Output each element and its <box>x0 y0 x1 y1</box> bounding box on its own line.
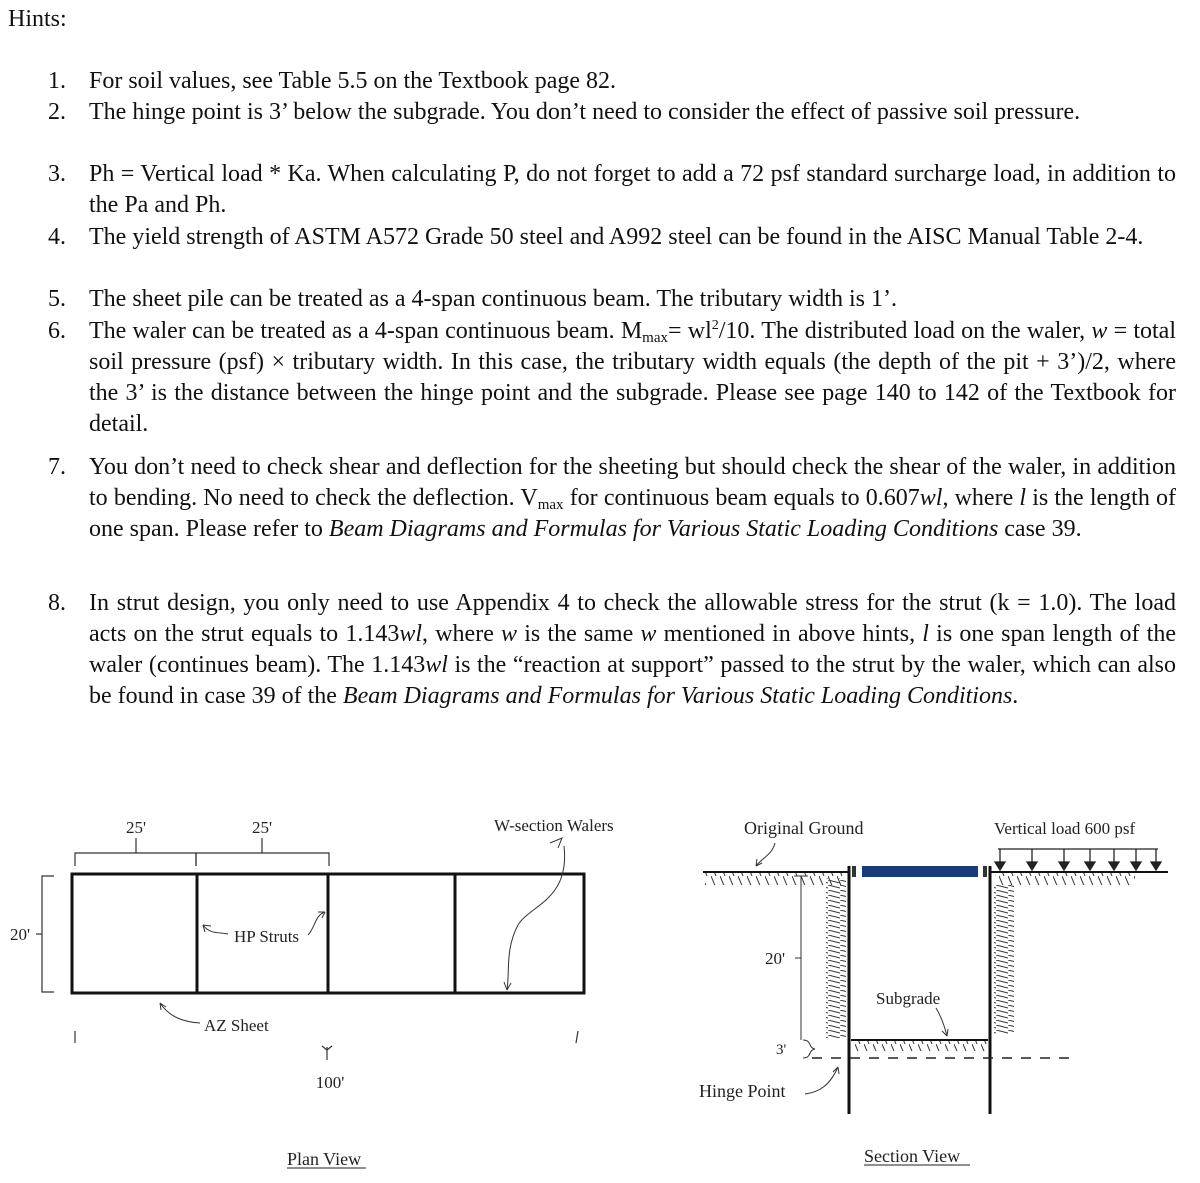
subgrade-label: Subgrade <box>876 989 941 1008</box>
plan-length-dimension: 100' <box>315 1073 345 1092</box>
plan-leaders <box>160 838 565 1023</box>
section-view <box>699 818 1168 1166</box>
hint-number: 5. <box>48 286 66 312</box>
hint-item: 2. The hinge point is 3’ below the subgrade. You don’t need to consider the effect of passive soil pressure. <box>89 97 1176 128</box>
hint-item: 5. The sheet pile can be treated as a 4-span continuous beam. The tributary width is 1’. <box>89 284 1176 315</box>
hint-number: 7. <box>48 454 66 480</box>
walers-label: W-section Walers <box>494 816 614 835</box>
hinge-point-label: Hinge Point <box>699 1081 786 1101</box>
az-sheet-label: AZ Sheet <box>204 1016 269 1035</box>
hint-item: 1. For soil values, see Table 5.5 on the Textbook page 82. <box>89 66 1176 97</box>
hint-item: 7. You don’t need to check shear and deflection for the sheeting but should check the shear of the waler, in addition to bending. No need to check the deflection. $V_{max}$ for continuous beam equals to 0.607wl, where l is the length of one span. Please refer to Beam Diagrams and Formulas for Various Static Loading Conditions case 39. <box>48 454 1177 542</box>
plan-span-dimension: 25' <box>125 818 147 837</box>
hint-number: 6. <box>48 318 66 344</box>
surcharge-load-arrows <box>995 849 1161 870</box>
figures <box>0 760 1200 1183</box>
hint-number: 4. <box>48 224 66 250</box>
hint-number: 2. <box>48 99 66 125</box>
hint-number: 1. <box>48 68 66 94</box>
hints-heading: Hints: <box>8 6 67 32</box>
hint-item: 8. In strut design, you only need to use Appendix 4 to check the allowable stress for the strut (k = 1.0). The load acts on the strut equals to 1.143wl, where w is the same w mentioned in above hints, l is one span length of the waler (continues beam). The 1.143wl is the “reaction at support” passed to the strut by the waler, which can also be found in case 39 of the Beam Diagrams and Formulas for Various Static Loading Conditions. <box>48 590 1176 709</box>
plan-dimension-lines <box>36 838 578 1060</box>
original-ground-label: Original Ground <box>744 818 864 838</box>
plan-span-dimension: 25' <box>251 818 273 837</box>
hinge-depth-dimension: 3' <box>776 1042 787 1058</box>
plan-view <box>10 816 614 1169</box>
strut-bar <box>862 866 978 877</box>
hint-item: 3. Ph = Vertical load * Ka. When calculating P, do not forget to add a 72 psf standard surcharge load, in addition to the Pa and Ph. <box>48 161 1176 218</box>
plan-view-caption: Plan View <box>287 1149 362 1169</box>
hint-number: 3. <box>48 161 66 187</box>
hint-item: 6. The waler can be treated as a 4-span continuous beam. $M_{max}= wl^2/10$. The distributed load on the waler, w = total soil pressure (psf) × tributary width. In this case, the tributary width equals (the depth of the pit + 3’)/2, where the 3’ is the distance between the hinge point and the subgrade. Please see page 140 to 142 of the Textbook for detail. <box>48 318 1176 437</box>
hint-number: 8. <box>48 590 66 616</box>
vertical-load-label: Vertical load 600 psf <box>994 819 1136 838</box>
pit-depth-dimension: 20' <box>765 949 786 968</box>
hp-struts-label: HP Struts <box>234 927 300 946</box>
plan-width-dimension: 20' <box>10 925 31 944</box>
hint-item: 4. The yield strength of ASTM A572 Grade 50 steel and A992 steel can be found in the AISC Manual Table 2-4. <box>89 222 1176 253</box>
section-view-caption: Section View <box>864 1146 961 1166</box>
